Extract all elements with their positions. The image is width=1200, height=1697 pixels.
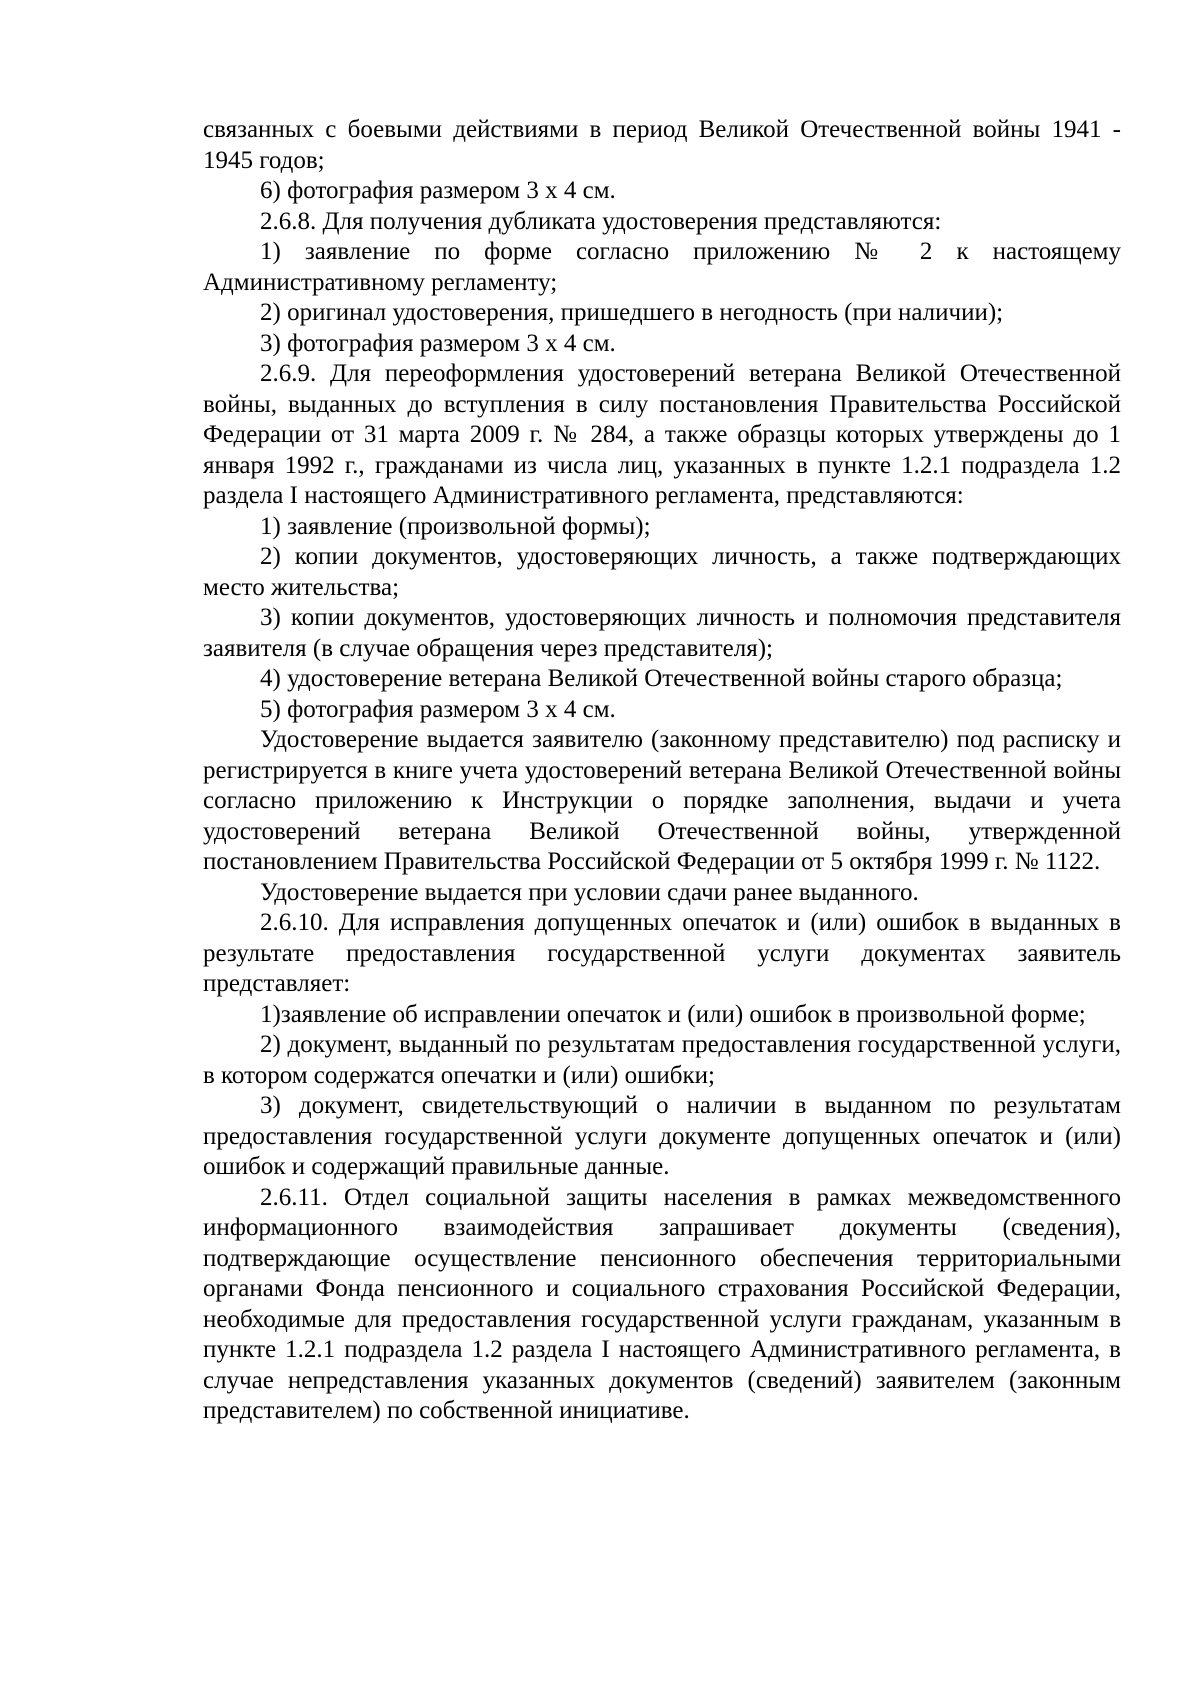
paragraph: 1)заявление об исправлении опечаток и (или) ошибок в произвольной форме;: [260, 1000, 1086, 1028]
paragraph: 2) копии документов, удостоверяющих личность, а также подтверждающих место жительства;: [203, 543, 1121, 601]
paragraph-section-2-6-9: 2.6.9. Для переоформления удостоверений ветерана Великой Отечественной войны, выданных до вступления в силу постановления Правительства Российской Федерации от 31 марта 2009 г. № 284, а также образцы которых утверждены до 1 января 1992 г., гражданами из числа лиц, указанных в пункте 1.2.1 подраздела 1.2 раздела I настоящего Административного регламента, представляются:: [203, 360, 1121, 509]
paragraph: 2) оригинал удостоверения, пришедшего в негодность (при наличии);: [260, 299, 1004, 326]
paragraph-section-2-6-8: 2.6.8. Для получения дубликата удостоверения представляются:: [260, 207, 942, 235]
paragraph: 3) фотография размером 3 х 4 см.: [260, 329, 616, 357]
paragraph: Удостоверение выдается при условии сдачи ранее выданного.: [260, 878, 919, 906]
paragraph-continuation: связанных с боевыми действиями в период Великой Отечественной войны 1941 - 1945 годов;: [203, 116, 1121, 174]
paragraph: 1) заявление (произвольной формы);: [260, 512, 651, 540]
paragraph: 3) копии документов, удостоверяющих личность и полномочия представителя заявителя (в случае обращения через представителя);: [203, 604, 1121, 662]
paragraph: 2) документ, выданный по результатам предоставления государственной услуги, в котором содержатся опечатки и (или) ошибки;: [203, 1031, 1121, 1089]
paragraph: 6) фотография размером 3 х 4 см.: [260, 177, 616, 204]
paragraph: Удостоверение выдается заявителю (законному представителю) под расписку и регистрируется в книге учета удостоверений ветерана Великой Отечественной войны согласно приложению к Инструкции о порядке заполнения, выдачи и учета удостоверений ветерана Великой Отечественной войны, утвержденной постановлением Правительства Российской Федерации от 5 октября 1999 г. № 1122.: [203, 726, 1121, 875]
paragraph-section-2-6-11: 2.6.11. Отдел социальной защиты населения в рамках межведомственного информационного взаимодействия запрашивает документы (сведения), подтверждающие осуществление пенсионного обеспечения территориальными органами Фонда пенсионного и социального страхования Российской Федерации, необходимые для предоставления государственной услуги гражданам, указанным в пункте 1.2.1 подраздела 1.2 раздела I настоящего Административного регламента, в случае непредставления указанных документов (сведений) заявителем (законным представителем) по собственной инициативе.: [203, 1183, 1121, 1424]
paragraph: 4) удостоверение ветерана Великой Отечественной войны старого образца;: [260, 665, 1063, 692]
paragraph: 5) фотография размером 3 х 4 см.: [260, 695, 616, 723]
paragraph-section-2-6-10: 2.6.10. Для исправления допущенных опечаток и (или) ошибок в выданных в результате предоставления государственной услуги документах заявитель представляет:: [203, 909, 1121, 997]
document-body: [203, 115, 1121, 1427]
paragraph: 3) документ, свидетельствующий о наличии в выданном по результатам предоставления государственной услуги документе допущенных опечаток и (или) ошибок и содержащий правильные данные.: [203, 1092, 1121, 1180]
paragraph: 1) заявление по форме согласно приложению № 2 к настоящему Административному регламенту;: [203, 238, 1121, 296]
